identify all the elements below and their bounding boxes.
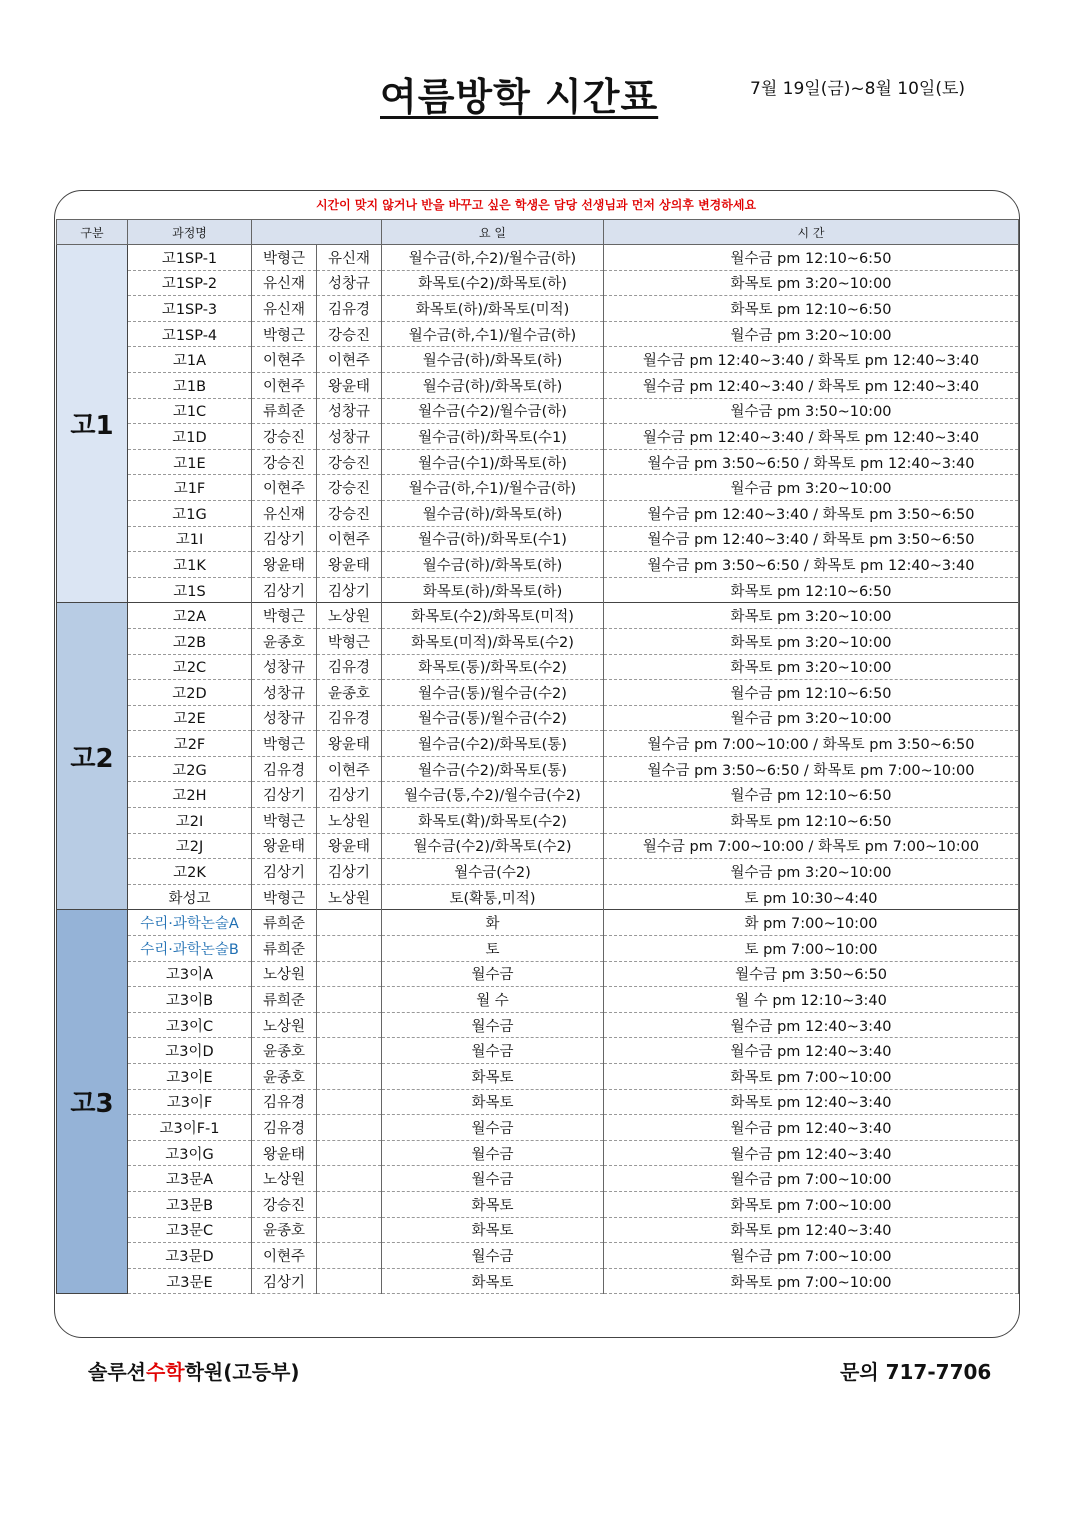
class-time: 월수금 pm 12:40~3:40 — [604, 1038, 1019, 1064]
teacher-1: 윤종호 — [252, 1038, 317, 1064]
course-name: 고1SP-4 — [128, 321, 252, 347]
teacher-1: 성창규 — [252, 680, 317, 706]
class-time: 월수금 pm 12:10~6:50 — [604, 245, 1019, 271]
teacher-2: 이현주 — [317, 347, 382, 373]
class-time: 화목토 pm 3:20~10:00 — [604, 654, 1019, 680]
class-time: 화목토 pm 3:20~10:00 — [604, 628, 1019, 654]
teacher-1: 류희준 — [252, 987, 317, 1013]
date-range: 7월 19일(금)~8월 10일(토) — [750, 79, 966, 99]
class-time: 화목토 pm 7:00~10:00 — [604, 1268, 1019, 1294]
teacher-2: 김상기 — [317, 782, 382, 808]
teacher-2: 왕윤태 — [317, 372, 382, 398]
teacher-2: 강승진 — [317, 449, 382, 475]
class-days: 화목토(통)/화목토(수2) — [382, 654, 604, 680]
teacher-1: 이현주 — [252, 1243, 317, 1269]
teacher-1: 김유경 — [252, 756, 317, 782]
teacher-1: 김상기 — [252, 1268, 317, 1294]
class-time: 토 pm 7:00~10:00 — [604, 936, 1019, 962]
table-row — [57, 449, 1019, 475]
course-name: 고2H — [128, 782, 252, 808]
academy-name — [88, 1356, 300, 1385]
table-row — [57, 245, 1019, 271]
table-row — [57, 782, 1019, 808]
class-time: 화목토 pm 3:20~10:00 — [604, 603, 1019, 629]
teacher-1: 박형근 — [252, 808, 317, 834]
table-row — [57, 1217, 1019, 1243]
table-row — [57, 526, 1019, 552]
teacher-2 — [317, 936, 382, 962]
course-name: 수리·과학논술A — [128, 910, 252, 936]
course-name: 고3이G — [128, 1140, 252, 1166]
teacher-1: 왕윤태 — [252, 552, 317, 578]
class-time: 화목토 pm 12:10~6:50 — [604, 808, 1019, 834]
class-time: 월수금 pm 3:50~6:50 / 화목토 pm 12:40~3:40 — [604, 552, 1019, 578]
class-time: 월수금 pm 3:20~10:00 — [604, 859, 1019, 885]
table-row — [57, 833, 1019, 859]
class-days: 월수금(하)/화목토(수1) — [382, 424, 604, 450]
class-days: 화목토(수2)/화목토(미적) — [382, 603, 604, 629]
class-days: 월수금(통,수2)/월수금(수2) — [382, 782, 604, 808]
teacher-1: 류희준 — [252, 398, 317, 424]
class-time: 월수금 pm 7:00~10:00 — [604, 1243, 1019, 1269]
teacher-2: 강승진 — [317, 500, 382, 526]
class-time: 월수금 pm 12:40~3:40 — [604, 1140, 1019, 1166]
class-days: 월수금(수2)/화목토(통) — [382, 731, 604, 757]
class-time: 월수금 pm 7:00~10:00 — [604, 1166, 1019, 1192]
teacher-1: 강승진 — [252, 449, 317, 475]
teacher-1: 김유경 — [252, 1115, 317, 1141]
teacher-2 — [317, 1089, 382, 1115]
class-time: 화목토 pm 3:20~10:00 — [604, 270, 1019, 296]
teacher-1: 성창규 — [252, 705, 317, 731]
schedule-body — [57, 245, 1019, 1294]
class-time: 화 pm 7:00~10:00 — [604, 910, 1019, 936]
table-row — [57, 270, 1019, 296]
teacher-2: 김유경 — [317, 705, 382, 731]
course-name: 고2E — [128, 705, 252, 731]
teacher-2 — [317, 910, 382, 936]
teacher-1: 윤종호 — [252, 1217, 317, 1243]
table-row — [57, 936, 1019, 962]
course-name: 고3이F — [128, 1089, 252, 1115]
class-days: 화목토(미적)/화목토(수2) — [382, 628, 604, 654]
teacher-2 — [317, 961, 382, 987]
class-time: 월수금 pm 12:40~3:40 / 화목토 pm 12:40~3:40 — [604, 372, 1019, 398]
contact-phone: 문의 717-7706 — [840, 1360, 992, 1384]
class-days: 월수금(수2)/화목토(통) — [382, 756, 604, 782]
class-days: 화목토(확)/화목토(수2) — [382, 808, 604, 834]
teacher-2: 김유경 — [317, 296, 382, 322]
teacher-1: 박형근 — [252, 884, 317, 910]
header-group: 구분 — [57, 220, 128, 245]
table-row — [57, 1140, 1019, 1166]
table-row — [57, 680, 1019, 706]
course-name: 고1A — [128, 347, 252, 373]
teacher-1: 박형근 — [252, 321, 317, 347]
page-title: 여름방학 시간표 — [380, 75, 659, 119]
teacher-1: 김상기 — [252, 577, 317, 603]
class-days: 화목토 — [382, 1064, 604, 1090]
teacher-2: 성창규 — [317, 270, 382, 296]
teacher-1: 유신재 — [252, 500, 317, 526]
teacher-1: 유신재 — [252, 296, 317, 322]
teacher-1: 이현주 — [252, 347, 317, 373]
table-row — [57, 731, 1019, 757]
teacher-1: 이현주 — [252, 372, 317, 398]
course-name: 고1E — [128, 449, 252, 475]
class-days: 월수금 — [382, 1243, 604, 1269]
table-row — [57, 1166, 1019, 1192]
class-days: 토 — [382, 936, 604, 962]
class-days: 월수금 — [382, 1166, 604, 1192]
course-name: 고1F — [128, 475, 252, 501]
table-row — [57, 500, 1019, 526]
course-name: 고3문A — [128, 1166, 252, 1192]
teacher-1: 윤종호 — [252, 1064, 317, 1090]
teacher-2: 왕윤태 — [317, 833, 382, 859]
class-days: 월수금(수2)/월수금(하) — [382, 398, 604, 424]
course-name: 고2C — [128, 654, 252, 680]
teacher-1: 박형근 — [252, 245, 317, 271]
course-name: 고2A — [128, 603, 252, 629]
teacher-2 — [317, 1064, 382, 1090]
teacher-2: 박형근 — [317, 628, 382, 654]
course-name: 고2G — [128, 756, 252, 782]
group-label: 고2 — [57, 603, 128, 910]
table-row — [57, 1191, 1019, 1217]
teacher-2: 성창규 — [317, 398, 382, 424]
class-time: 월수금 pm 3:50~6:50 / 화목토 pm 12:40~3:40 — [604, 449, 1019, 475]
course-name: 고1S — [128, 577, 252, 603]
class-days: 월수금(통)/월수금(수2) — [382, 705, 604, 731]
table-row — [57, 296, 1019, 322]
teacher-1: 노상원 — [252, 961, 317, 987]
course-name: 고1I — [128, 526, 252, 552]
course-name: 고3문E — [128, 1268, 252, 1294]
table-row — [57, 884, 1019, 910]
class-days: 화목토 — [382, 1268, 604, 1294]
table-row — [57, 705, 1019, 731]
course-name: 고1C — [128, 398, 252, 424]
class-time: 월수금 pm 12:40~3:40 — [604, 1012, 1019, 1038]
table-row — [57, 987, 1019, 1013]
teacher-1: 성창규 — [252, 654, 317, 680]
teacher-2: 노상원 — [317, 808, 382, 834]
table-row — [57, 1089, 1019, 1115]
course-name: 고2J — [128, 833, 252, 859]
teacher-2: 유신재 — [317, 245, 382, 271]
class-time: 월수금 pm 12:40~3:40 / 화목토 pm 3:50~6:50 — [604, 526, 1019, 552]
table-row — [57, 321, 1019, 347]
header-teachers — [252, 220, 382, 245]
teacher-1: 왕윤태 — [252, 1140, 317, 1166]
class-time: 월수금 pm 3:20~10:00 — [604, 321, 1019, 347]
class-time: 화목토 pm 7:00~10:00 — [604, 1191, 1019, 1217]
teacher-2 — [317, 1140, 382, 1166]
class-days: 화목토(하)/화목토(미적) — [382, 296, 604, 322]
course-name: 고3문D — [128, 1243, 252, 1269]
class-days: 월수금 — [382, 1140, 604, 1166]
class-time: 월수금 pm 3:20~10:00 — [604, 705, 1019, 731]
class-days: 월수금 — [382, 961, 604, 987]
class-time: 월수금 pm 3:20~10:00 — [604, 475, 1019, 501]
course-name: 고2K — [128, 859, 252, 885]
teacher-2 — [317, 1038, 382, 1064]
course-name: 고1D — [128, 424, 252, 450]
table-row — [57, 398, 1019, 424]
course-name: 수리·과학논술B — [128, 936, 252, 962]
class-days: 화목토 — [382, 1191, 604, 1217]
teacher-2: 왕윤태 — [317, 731, 382, 757]
teacher-2: 김유경 — [317, 654, 382, 680]
header-course: 과정명 — [128, 220, 252, 245]
teacher-1: 왕윤태 — [252, 833, 317, 859]
teacher-2: 김상기 — [317, 859, 382, 885]
table-row — [57, 577, 1019, 603]
teacher-2 — [317, 1191, 382, 1217]
teacher-2: 이현주 — [317, 526, 382, 552]
course-name: 고3이B — [128, 987, 252, 1013]
class-days: 월수금 — [382, 1012, 604, 1038]
class-time: 월수금 pm 7:00~10:00 / 화목토 pm 3:50~6:50 — [604, 731, 1019, 757]
table-row — [57, 424, 1019, 450]
class-days: 화목토 — [382, 1217, 604, 1243]
class-days: 월수금 — [382, 1115, 604, 1141]
class-days: 월수금(하)/화목토(하) — [382, 500, 604, 526]
class-time: 월수금 pm 3:50~6:50 / 화목토 pm 7:00~10:00 — [604, 756, 1019, 782]
class-days: 월수금(통)/월수금(수2) — [382, 680, 604, 706]
course-name: 고3이F-1 — [128, 1115, 252, 1141]
class-days: 월수금(수2) — [382, 859, 604, 885]
course-name: 고3문B — [128, 1191, 252, 1217]
course-name: 화성고 — [128, 884, 252, 910]
teacher-2 — [317, 1243, 382, 1269]
teacher-2: 강승진 — [317, 321, 382, 347]
teacher-1: 김상기 — [252, 859, 317, 885]
table-row — [57, 347, 1019, 373]
group-label: 고1 — [57, 245, 128, 603]
class-time: 월 수 pm 12:10~3:40 — [604, 987, 1019, 1013]
course-name: 고1SP-3 — [128, 296, 252, 322]
table-row — [57, 654, 1019, 680]
class-days: 화목토(하)/화목토(하) — [382, 577, 604, 603]
class-days: 월수금(하)/화목토(하) — [382, 347, 604, 373]
course-name: 고3이A — [128, 961, 252, 987]
table-row — [57, 1012, 1019, 1038]
table-row — [57, 475, 1019, 501]
table-row — [57, 603, 1019, 629]
teacher-1: 김상기 — [252, 782, 317, 808]
course-name: 고3이E — [128, 1064, 252, 1090]
class-time: 화목토 pm 7:00~10:00 — [604, 1064, 1019, 1090]
header-time: 시 간 — [604, 220, 1019, 245]
class-time: 화목토 pm 12:40~3:40 — [604, 1217, 1019, 1243]
table-row — [57, 910, 1019, 936]
class-time: 월수금 pm 7:00~10:00 / 화목토 pm 7:00~10:00 — [604, 833, 1019, 859]
table-row — [57, 961, 1019, 987]
teacher-2: 노상원 — [317, 884, 382, 910]
course-name: 고2B — [128, 628, 252, 654]
teacher-1: 김유경 — [252, 1089, 317, 1115]
academy-name-part2: 수학 — [145, 1360, 185, 1384]
teacher-2: 노상원 — [317, 603, 382, 629]
class-days: 월수금(수1)/화목토(하) — [382, 449, 604, 475]
teacher-1: 강승진 — [252, 1191, 317, 1217]
class-days: 화목토(수2)/화목토(하) — [382, 270, 604, 296]
class-time: 월수금 pm 12:10~6:50 — [604, 680, 1019, 706]
teacher-1: 박형근 — [252, 603, 317, 629]
academy-name-part1: 솔루션 — [88, 1360, 146, 1384]
course-name: 고3이C — [128, 1012, 252, 1038]
teacher-2: 성창규 — [317, 424, 382, 450]
table-row — [57, 628, 1019, 654]
class-days: 화 — [382, 910, 604, 936]
class-days: 월 수 — [382, 987, 604, 1013]
class-days: 월수금(하)/화목토(하) — [382, 552, 604, 578]
table-row — [57, 1268, 1019, 1294]
teacher-1: 유신재 — [252, 270, 317, 296]
course-name: 고1SP-2 — [128, 270, 252, 296]
class-time: 월수금 pm 3:50~10:00 — [604, 398, 1019, 424]
teacher-2 — [317, 1268, 382, 1294]
class-days: 월수금 — [382, 1038, 604, 1064]
table-row — [57, 1115, 1019, 1141]
class-time: 월수금 pm 12:40~3:40 — [604, 1115, 1019, 1141]
course-name: 고2F — [128, 731, 252, 757]
teacher-1: 이현주 — [252, 475, 317, 501]
class-time: 월수금 pm 12:10~6:50 — [604, 782, 1019, 808]
table-header-row — [57, 220, 1019, 245]
teacher-1: 김상기 — [252, 526, 317, 552]
teacher-2 — [317, 1217, 382, 1243]
table-row — [57, 756, 1019, 782]
teacher-2 — [317, 1115, 382, 1141]
course-name: 고3문C — [128, 1217, 252, 1243]
class-time: 토 pm 10:30~4:40 — [604, 884, 1019, 910]
course-name: 고1G — [128, 500, 252, 526]
class-time: 월수금 pm 3:50~6:50 — [604, 961, 1019, 987]
class-time: 화목토 pm 12:10~6:50 — [604, 296, 1019, 322]
class-time: 월수금 pm 12:40~3:40 / 화목토 pm 12:40~3:40 — [604, 347, 1019, 373]
class-days: 월수금(하)/화목토(하) — [382, 372, 604, 398]
class-days: 월수금(하)/화목토(수1) — [382, 526, 604, 552]
teacher-1: 류희준 — [252, 936, 317, 962]
teacher-1: 박형근 — [252, 731, 317, 757]
course-name: 고2D — [128, 680, 252, 706]
teacher-1: 윤종호 — [252, 628, 317, 654]
notice-text: 시간이 맞지 않거나 반을 바꾸고 싶은 학생은 담당 선생님과 먼저 상의후 변경하세요 — [315, 198, 757, 212]
teacher-2 — [317, 1166, 382, 1192]
class-days: 월수금(하,수1)/월수금(하) — [382, 321, 604, 347]
course-name: 고1B — [128, 372, 252, 398]
academy-name-part3: 학원(고등부) — [184, 1360, 300, 1384]
class-days: 화목토 — [382, 1089, 604, 1115]
table-row — [57, 552, 1019, 578]
table-row — [57, 1038, 1019, 1064]
table-row — [57, 1243, 1019, 1269]
teacher-2: 김상기 — [317, 577, 382, 603]
course-name: 고3이D — [128, 1038, 252, 1064]
class-days: 토(확통,미적) — [382, 884, 604, 910]
class-days: 월수금(하,수2)/월수금(하) — [382, 245, 604, 271]
class-time: 월수금 pm 12:40~3:40 / 화목토 pm 12:40~3:40 — [604, 424, 1019, 450]
teacher-1: 강승진 — [252, 424, 317, 450]
header-days: 요 일 — [382, 220, 604, 245]
teacher-2 — [317, 1012, 382, 1038]
class-time: 화목토 pm 12:10~6:50 — [604, 577, 1019, 603]
course-name: 고1K — [128, 552, 252, 578]
teacher-1: 노상원 — [252, 1012, 317, 1038]
class-days: 월수금(수2)/화목토(수2) — [382, 833, 604, 859]
course-name: 고2I — [128, 808, 252, 834]
table-row — [57, 1064, 1019, 1090]
teacher-1: 류희준 — [252, 910, 317, 936]
teacher-1: 노상원 — [252, 1166, 317, 1192]
class-time: 월수금 pm 12:40~3:40 / 화목토 pm 3:50~6:50 — [604, 500, 1019, 526]
schedule-table — [56, 219, 1019, 1294]
table-row — [57, 859, 1019, 885]
teacher-2: 강승진 — [317, 475, 382, 501]
teacher-2: 이현주 — [317, 756, 382, 782]
table-row — [57, 372, 1019, 398]
course-name: 고1SP-1 — [128, 245, 252, 271]
class-days: 월수금(하,수1)/월수금(하) — [382, 475, 604, 501]
teacher-2: 윤종호 — [317, 680, 382, 706]
table-row — [57, 808, 1019, 834]
group-label: 고3 — [57, 910, 128, 1294]
teacher-2: 왕윤태 — [317, 552, 382, 578]
teacher-2 — [317, 987, 382, 1013]
class-time: 화목토 pm 12:40~3:40 — [604, 1089, 1019, 1115]
